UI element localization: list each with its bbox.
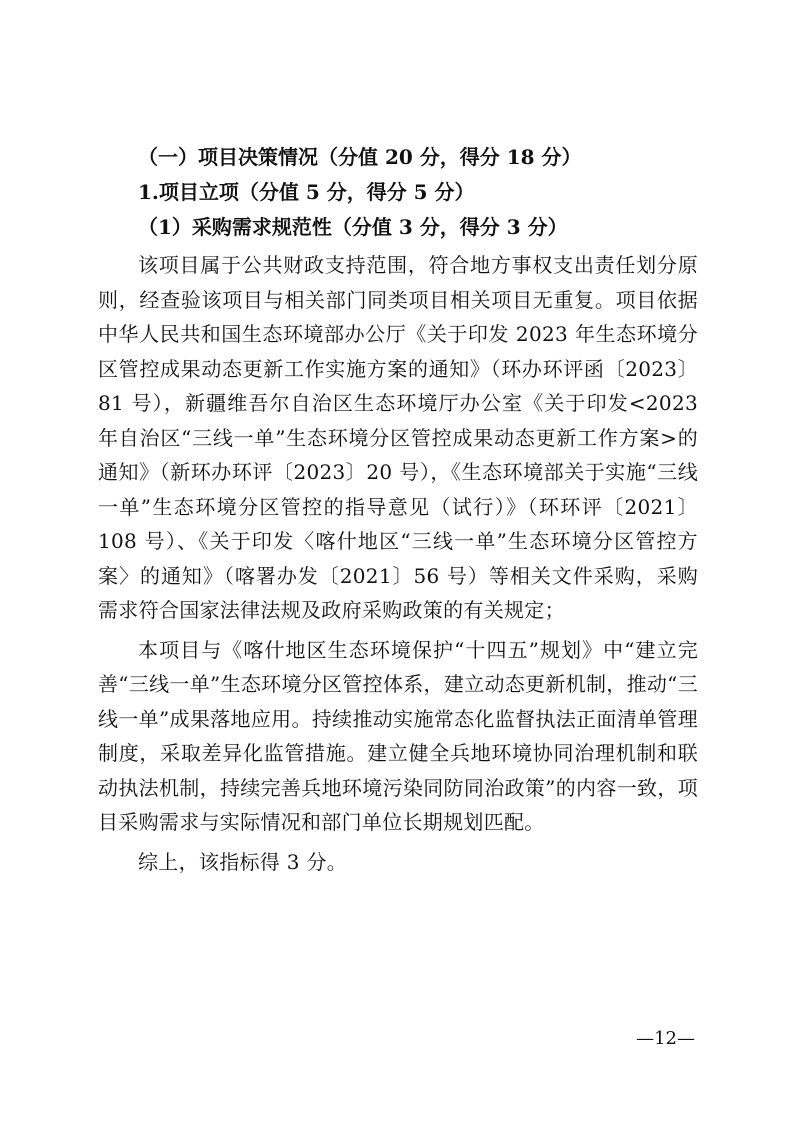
body-paragraph-plan-alignment: 本项目与《喀什地区生态环境保护“十四五”规划》中“建立完善“三线一单”生态环境分区管控体系，建立动态更新机制，推动“三线一单”成果落地应用。持续推动实施常态化监督执法正面清单管理制度，采取差异化监管措施。建立健全兵地环境协同治理机制和联动执法机制，持续完善兵地环境污染同防同治政策”的内容一致，项目采购需求与实际情况和部门单位长期规划匹配。 [98,637,698,834]
item-heading: （1）采购需求规范性（分值 3 分，得分 3 分） [138,215,568,239]
page-content [98,140,698,879]
page-number: —12— [636,1028,695,1049]
body-paragraph-conclusion: 综上，该指标得 3 分。 [138,849,348,874]
subsection-heading: 1.项目立项（分值 5 分，得分 5 分） [138,180,475,204]
section-heading: （一）项目决策情况（分值 20 分，得分 18 分） [138,145,582,169]
body-paragraph-basis: 该项目属于公共财政支持范围，符合地方事权支出责任划分原则，经查验该项目与相关部门同类项目相关项目无重复。项目依据中华人民共和国生态环境部办公厅《关于印发 2023 年生态环境分区管控成果动态更新工作实施方案的通知》（环办环评函〔2023〕81 号），新疆维吾尔自治区生态环境厅办公室《关于印发<2023 年自治区“三线一单”生态环境分区管控成果动态更新工作方案>的通知》（新环办环评〔2023〕20 号），《生态环境部关于实施“三线一单”生态环境分区管控的指导意见（试行）》（环环评〔2021〕108 号）、《关于印发〈喀什地区“三线一单”生态环境分区管控方案〉的通知》（喀署办发〔2021〕56 号）等相关文件采购，采购需求符合国家法律法规及政府采购政策的有关规定； [98,253,698,622]
